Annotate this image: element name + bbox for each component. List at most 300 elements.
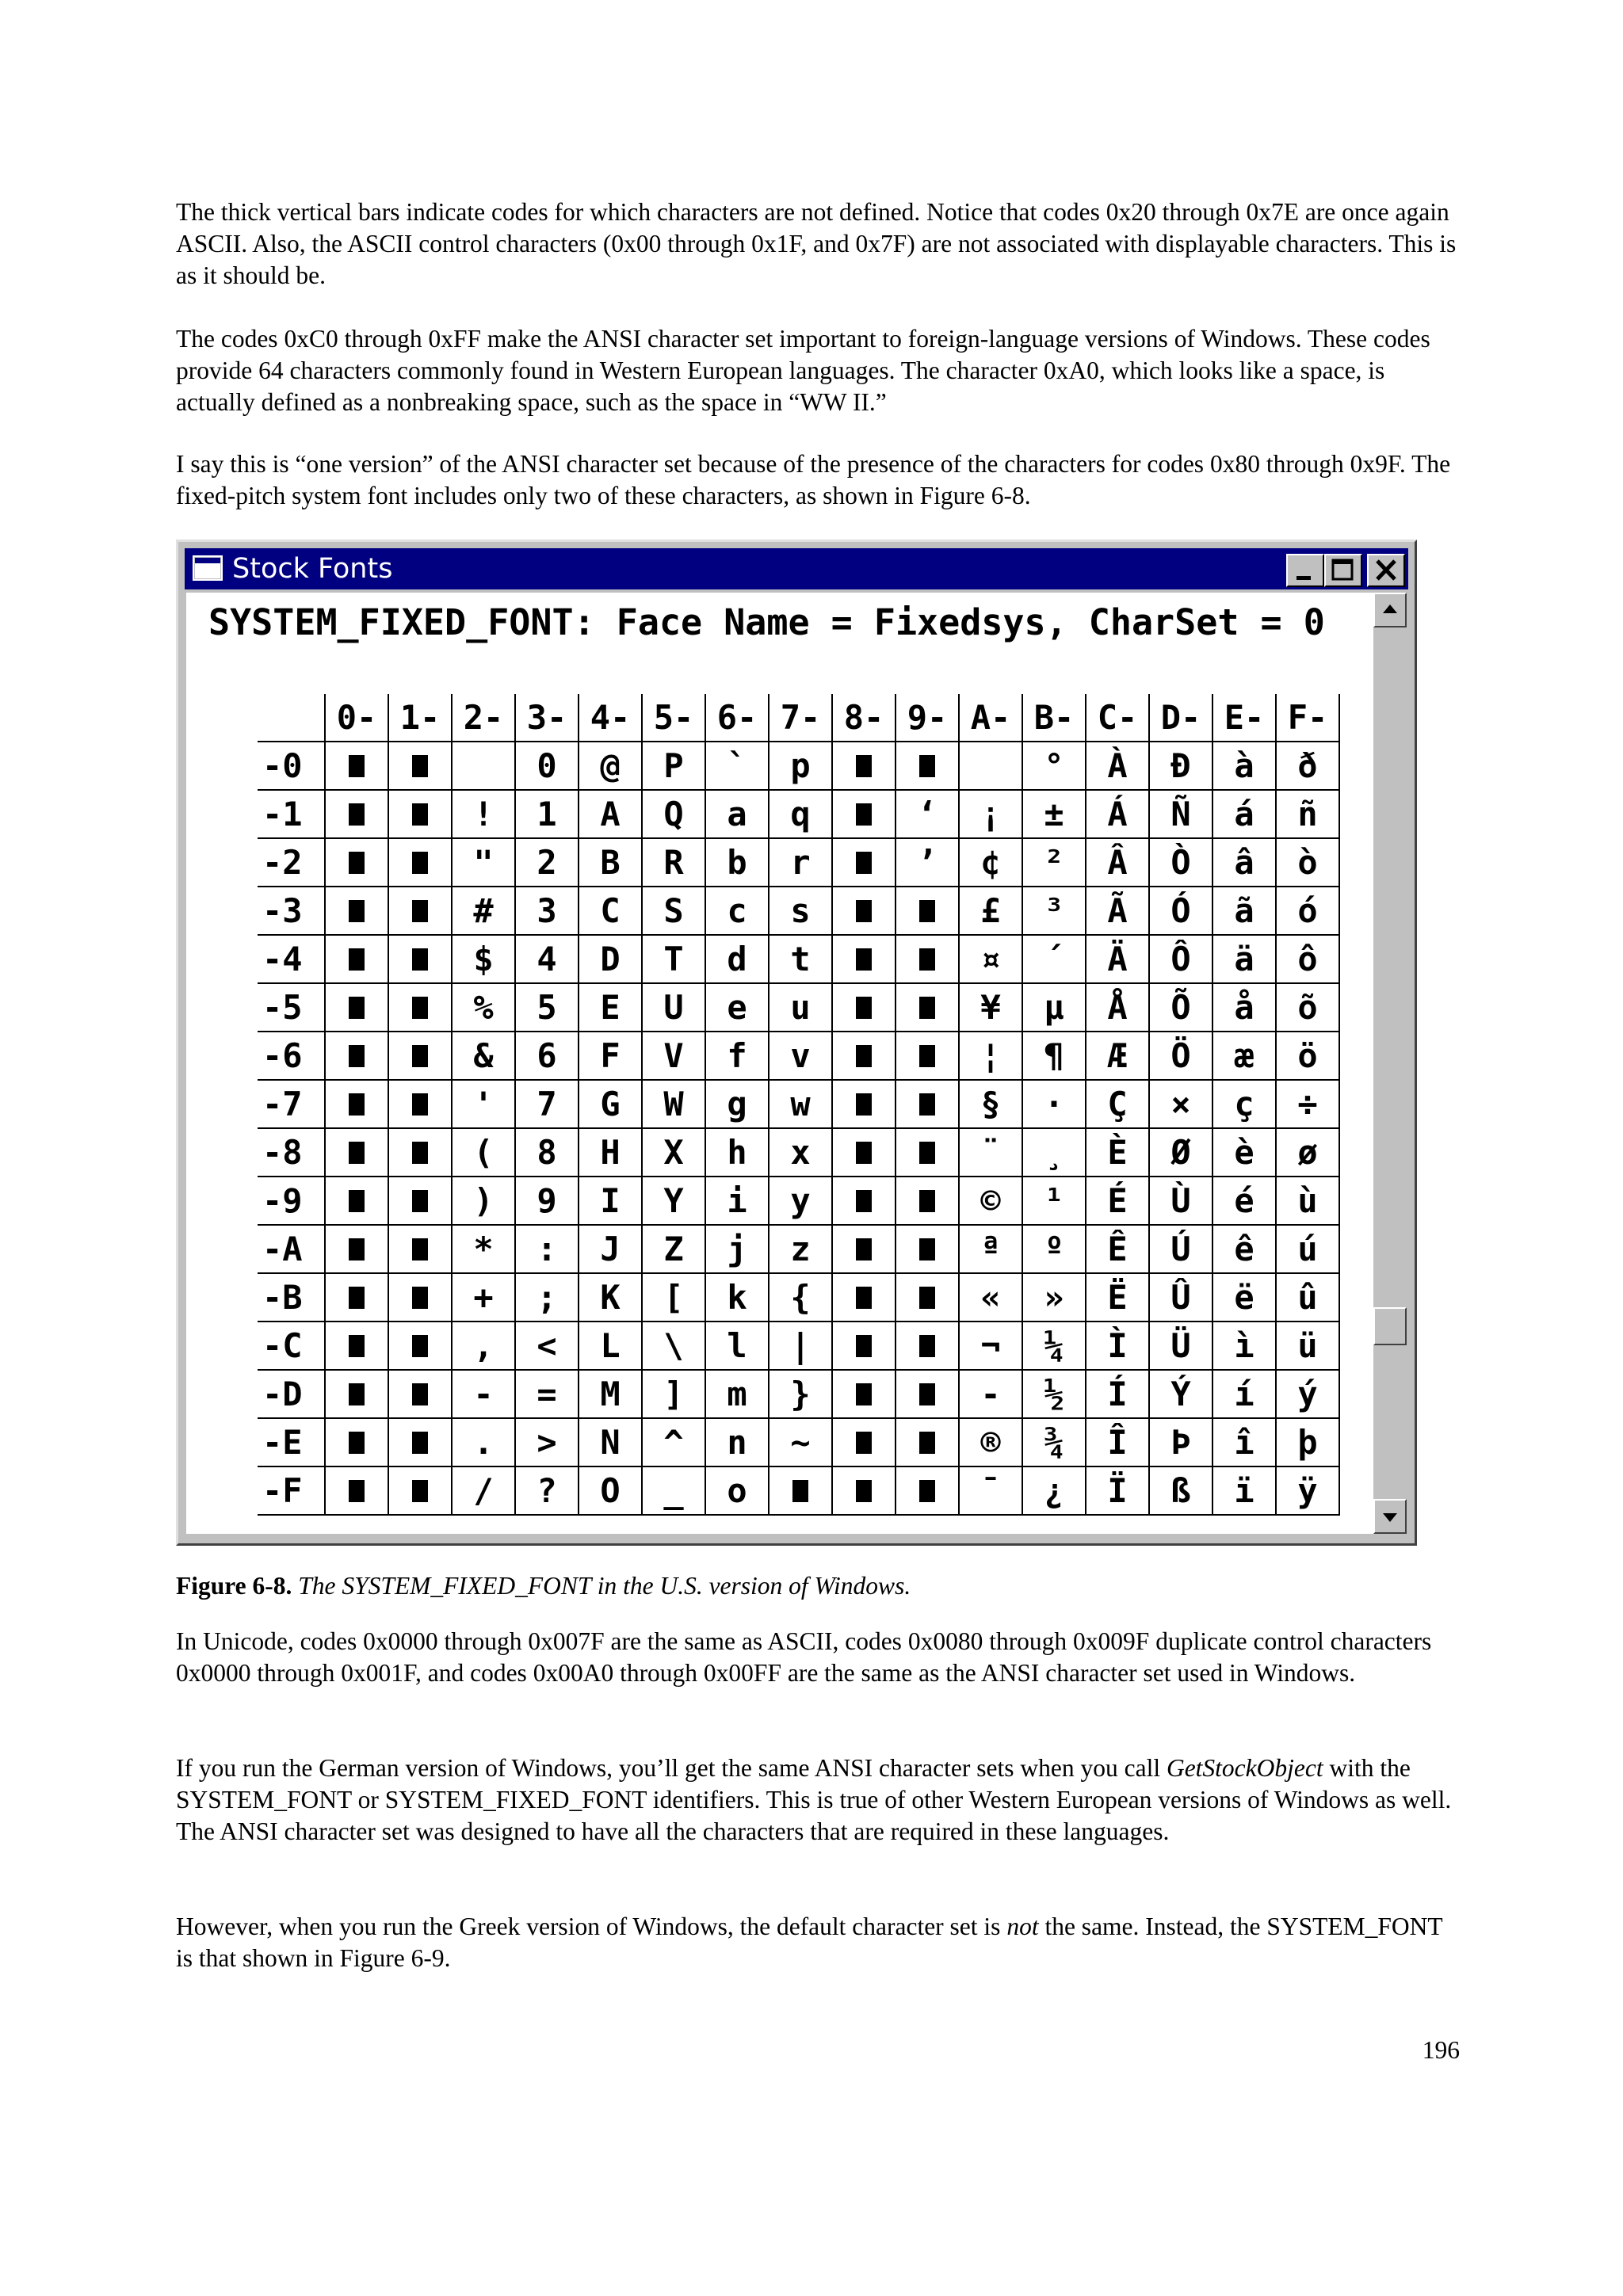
undefined-bar-icon xyxy=(412,1335,428,1357)
char-cell: â xyxy=(1212,838,1276,887)
undefined-bar-icon xyxy=(856,755,872,777)
char-cell: « xyxy=(959,1273,1022,1322)
close-icon xyxy=(1369,555,1403,585)
char-cell: ª xyxy=(959,1225,1022,1273)
undefined-bar-icon xyxy=(856,1287,872,1309)
char-cell: þ xyxy=(1276,1418,1339,1466)
table-row xyxy=(258,983,1339,1032)
char-cell: Ê xyxy=(1086,1225,1149,1273)
char-cell: ö xyxy=(1276,1032,1339,1080)
char-cell: 2 xyxy=(515,838,579,887)
char-cell: i xyxy=(705,1177,769,1225)
undefined-char-bar xyxy=(388,1370,452,1418)
stock-fonts-window xyxy=(176,540,1417,1546)
char-cell: . xyxy=(452,1418,515,1466)
char-cell: À xyxy=(1086,742,1149,790)
char-cell: ó xyxy=(1276,887,1339,935)
row-header: -C xyxy=(258,1322,325,1370)
char-cell: Á xyxy=(1086,790,1149,838)
undefined-char-bar xyxy=(388,983,452,1032)
undefined-char-bar xyxy=(325,742,388,790)
char-cell: Ï xyxy=(1086,1466,1149,1515)
paragraph-5-start: If you run the German version of Windows, you’ll get the same ANSI character sets when you call xyxy=(176,1754,1167,1782)
char-cell: ) xyxy=(452,1177,515,1225)
table-row xyxy=(258,1466,1339,1515)
char-cell: ° xyxy=(1022,742,1086,790)
undefined-bar-icon xyxy=(856,1190,872,1212)
char-cell: > xyxy=(515,1418,579,1466)
undefined-bar-icon xyxy=(919,1480,935,1502)
undefined-char-bar xyxy=(325,1418,388,1466)
scroll-thumb[interactable] xyxy=(1373,1307,1407,1345)
column-header: 8- xyxy=(832,694,896,742)
char-cell: Ô xyxy=(1149,935,1212,983)
row-header: -6 xyxy=(258,1032,325,1080)
undefined-bar-icon xyxy=(919,1142,935,1164)
undefined-bar-icon xyxy=(856,997,872,1019)
char-cell: \ xyxy=(642,1322,705,1370)
char-cell: ~ xyxy=(769,1418,832,1466)
undefined-char-bar xyxy=(388,1032,452,1080)
undefined-bar-icon xyxy=(412,900,428,922)
undefined-bar-icon xyxy=(856,1093,872,1116)
char-cell: j xyxy=(705,1225,769,1273)
char-cell: Ø xyxy=(1149,1128,1212,1177)
char-cell: Û xyxy=(1149,1273,1212,1322)
undefined-char-bar xyxy=(325,790,388,838)
char-cell: ô xyxy=(1276,935,1339,983)
undefined-bar-icon xyxy=(412,1190,428,1212)
undefined-bar-icon xyxy=(412,1093,428,1116)
row-header: -9 xyxy=(258,1177,325,1225)
table-row xyxy=(258,790,1339,838)
char-cell: 6 xyxy=(515,1032,579,1080)
char-cell: ß xyxy=(1149,1466,1212,1515)
undefined-char-bar xyxy=(832,1418,896,1466)
page-number: 196 xyxy=(1422,2036,1460,2064)
char-cell: ² xyxy=(1022,838,1086,887)
column-header: 3- xyxy=(515,694,579,742)
paragraph-1: The thick vertical bars indicate codes for which characters are not defined. Notice that codes 0x20 through 0x7E are once again ASCII. Also, the ASCII control characters (0x00 through 0x1F, and 0x7F) are not associated with displayable characters. This is as it should be. xyxy=(176,198,1457,289)
undefined-bar-icon xyxy=(856,1335,872,1357)
undefined-bar-icon xyxy=(856,1238,872,1261)
char-cell: × xyxy=(1149,1080,1212,1128)
char-cell: 4 xyxy=(515,935,579,983)
window-menu-icon[interactable] xyxy=(193,555,223,581)
char-cell: h xyxy=(705,1128,769,1177)
char-cell: O xyxy=(579,1466,642,1515)
char-cell: & xyxy=(452,1032,515,1080)
char-cell: é xyxy=(1212,1177,1276,1225)
row-header: -A xyxy=(258,1225,325,1273)
char-cell: ¡ xyxy=(959,790,1022,838)
char-cell: æ xyxy=(1212,1032,1276,1080)
undefined-char-bar xyxy=(832,1128,896,1177)
char-cell: Q xyxy=(642,790,705,838)
undefined-bar-icon xyxy=(349,1238,365,1261)
table-row xyxy=(258,838,1339,887)
char-cell: f xyxy=(705,1032,769,1080)
char-cell: º xyxy=(1022,1225,1086,1273)
undefined-bar-icon xyxy=(412,803,428,826)
undefined-char-bar xyxy=(896,983,959,1032)
undefined-bar-icon xyxy=(792,1480,808,1502)
character-table xyxy=(258,694,1340,1516)
undefined-char-bar xyxy=(832,1177,896,1225)
char-cell: b xyxy=(705,838,769,887)
table-row xyxy=(258,1080,1339,1128)
column-header: A- xyxy=(959,694,1022,742)
char-cell: 9 xyxy=(515,1177,579,1225)
undefined-char-bar xyxy=(325,887,388,935)
char-cell: M xyxy=(579,1370,642,1418)
char-cell: È xyxy=(1086,1128,1149,1177)
undefined-char-bar xyxy=(896,1128,959,1177)
undefined-char-bar xyxy=(325,1273,388,1322)
vertical-scrollbar[interactable] xyxy=(1373,593,1407,1534)
undefined-char-bar xyxy=(832,1225,896,1273)
client-area xyxy=(186,593,1373,1534)
emphasis-not: not xyxy=(1006,1913,1039,1940)
undefined-char-bar xyxy=(896,1466,959,1515)
char-cell: - xyxy=(959,1370,1022,1418)
undefined-bar-icon xyxy=(349,1432,365,1454)
char-cell: ñ xyxy=(1276,790,1339,838)
column-header: 2- xyxy=(452,694,515,742)
char-cell: » xyxy=(1022,1273,1086,1322)
undefined-char-bar xyxy=(832,887,896,935)
minimize-icon xyxy=(1288,555,1323,585)
row-header: -1 xyxy=(258,790,325,838)
char-cell: E xyxy=(579,983,642,1032)
char-cell: " xyxy=(452,838,515,887)
undefined-char-bar xyxy=(832,1080,896,1128)
char-cell: r xyxy=(769,838,832,887)
arrow-down-icon xyxy=(1375,1501,1405,1532)
table-row xyxy=(258,1370,1339,1418)
char-cell: F xyxy=(579,1032,642,1080)
paragraph-5-end: with the SYSTEM_FONT or SYSTEM_FIXED_FONT identifiers. This is true of other Western European versions of Windows as well. The ANSI character set was designed to have all the characters that are required in these languages. xyxy=(176,1754,1452,1845)
row-header: -F xyxy=(258,1466,325,1515)
char-cell: í xyxy=(1212,1370,1276,1418)
undefined-char-bar xyxy=(896,1225,959,1273)
undefined-bar-icon xyxy=(919,948,935,971)
row-header: -4 xyxy=(258,935,325,983)
undefined-char-bar xyxy=(896,1370,959,1418)
char-cell: û xyxy=(1276,1273,1339,1322)
char-cell: v xyxy=(769,1032,832,1080)
char-cell: è xyxy=(1212,1128,1276,1177)
undefined-bar-icon xyxy=(349,1045,365,1067)
undefined-bar-icon xyxy=(349,803,365,826)
undefined-bar-icon xyxy=(412,1045,428,1067)
char-cell: N xyxy=(579,1418,642,1466)
undefined-char-bar xyxy=(325,1370,388,1418)
arrow-up-icon xyxy=(1375,594,1405,626)
char-cell: - xyxy=(452,1370,515,1418)
paragraph-6-end: the same. Instead, the SYSTEM_FONT is that shown in Figure 6-9. xyxy=(176,1913,1443,1972)
char-cell: B xyxy=(579,838,642,887)
char-cell: Ü xyxy=(1149,1322,1212,1370)
char-cell: $ xyxy=(452,935,515,983)
char-cell xyxy=(452,742,515,790)
char-cell: U xyxy=(642,983,705,1032)
char-cell: H xyxy=(579,1128,642,1177)
char-cell: 5 xyxy=(515,983,579,1032)
undefined-bar-icon xyxy=(856,1480,872,1502)
char-cell: å xyxy=(1212,983,1276,1032)
char-cell: ð xyxy=(1276,742,1339,790)
undefined-char-bar xyxy=(832,1370,896,1418)
char-cell: Z xyxy=(642,1225,705,1273)
undefined-bar-icon xyxy=(919,1335,935,1357)
char-cell: ¯ xyxy=(959,1466,1022,1515)
paragraph-5 xyxy=(176,1753,1460,1848)
table-row xyxy=(258,1128,1339,1177)
undefined-bar-icon xyxy=(856,1432,872,1454)
char-cell: % xyxy=(452,983,515,1032)
char-cell: Í xyxy=(1086,1370,1149,1418)
undefined-char-bar xyxy=(388,1225,452,1273)
char-cell: Þ xyxy=(1149,1418,1212,1466)
char-cell: á xyxy=(1212,790,1276,838)
char-cell: z xyxy=(769,1225,832,1273)
undefined-char-bar xyxy=(388,1273,452,1322)
undefined-bar-icon xyxy=(349,1093,365,1116)
char-cell: t xyxy=(769,935,832,983)
char-cell: R xyxy=(642,838,705,887)
char-cell: ù xyxy=(1276,1177,1339,1225)
undefined-bar-icon xyxy=(412,755,428,777)
undefined-char-bar xyxy=(896,935,959,983)
row-header: -3 xyxy=(258,887,325,935)
column-header: 6- xyxy=(705,694,769,742)
char-cell: ú xyxy=(1276,1225,1339,1273)
undefined-bar-icon xyxy=(412,1432,428,1454)
undefined-char-bar xyxy=(325,1322,388,1370)
char-cell: C xyxy=(579,887,642,935)
char-cell: ì xyxy=(1212,1322,1276,1370)
char-cell: m xyxy=(705,1370,769,1418)
char-cell: + xyxy=(452,1273,515,1322)
undefined-char-bar xyxy=(896,742,959,790)
undefined-char-bar xyxy=(388,1080,452,1128)
column-header: D- xyxy=(1149,694,1212,742)
char-cell: ø xyxy=(1276,1128,1339,1177)
char-cell: * xyxy=(452,1225,515,1273)
paragraph-6 xyxy=(176,1911,1460,1974)
char-cell: ÷ xyxy=(1276,1080,1339,1128)
char-cell: ï xyxy=(1212,1466,1276,1515)
char-cell: Ë xyxy=(1086,1273,1149,1322)
char-cell: ± xyxy=(1022,790,1086,838)
undefined-bar-icon xyxy=(856,1045,872,1067)
row-header: -7 xyxy=(258,1080,325,1128)
undefined-char-bar xyxy=(769,1466,832,1515)
char-cell: d xyxy=(705,935,769,983)
char-cell: Y xyxy=(642,1177,705,1225)
char-cell: c xyxy=(705,887,769,935)
undefined-bar-icon xyxy=(349,755,365,777)
undefined-char-bar xyxy=(832,1322,896,1370)
undefined-char-bar xyxy=(832,1466,896,1515)
undefined-char-bar xyxy=(388,1466,452,1515)
char-cell: ½ xyxy=(1022,1370,1086,1418)
char-cell: ¶ xyxy=(1022,1032,1086,1080)
char-cell: ( xyxy=(452,1128,515,1177)
char-cell: ¼ xyxy=(1022,1322,1086,1370)
undefined-bar-icon xyxy=(919,1190,935,1212)
undefined-bar-icon xyxy=(856,1142,872,1164)
char-cell: Å xyxy=(1086,983,1149,1032)
column-header: 1- xyxy=(388,694,452,742)
undefined-bar-icon xyxy=(919,1238,935,1261)
minimize-button[interactable] xyxy=(1286,554,1324,587)
row-header: -5 xyxy=(258,983,325,1032)
char-cell: ¸ xyxy=(1022,1128,1086,1177)
char-cell: I xyxy=(579,1177,642,1225)
char-cell: Ù xyxy=(1149,1177,1212,1225)
paragraph-2: The codes 0xC0 through 0xFF make the ANSI character set important to foreign-language versions of Windows. These codes provide 64 characters commonly found in Western European languages. The character 0xA0, which looks like a space, is actually defined as a nonbreaking space, such as the space in “WW II.” xyxy=(176,325,1430,416)
close-button[interactable] xyxy=(1367,554,1405,587)
char-cell: ^ xyxy=(642,1418,705,1466)
char-cell: Ç xyxy=(1086,1080,1149,1128)
undefined-char-bar xyxy=(896,1322,959,1370)
char-cell: Õ xyxy=(1149,983,1212,1032)
char-cell: ® xyxy=(959,1418,1022,1466)
table-row xyxy=(258,935,1339,983)
undefined-bar-icon xyxy=(412,1287,428,1309)
char-cell: p xyxy=(769,742,832,790)
char-cell: A xyxy=(579,790,642,838)
undefined-bar-icon xyxy=(412,852,428,874)
undefined-char-bar xyxy=(896,887,959,935)
char-cell: Ú xyxy=(1149,1225,1212,1273)
table-row xyxy=(258,1273,1339,1322)
char-cell: ý xyxy=(1276,1370,1339,1418)
char-cell: · xyxy=(1022,1080,1086,1128)
char-cell: Î xyxy=(1086,1418,1149,1466)
undefined-char-bar xyxy=(896,1177,959,1225)
undefined-bar-icon xyxy=(412,997,428,1019)
column-header: E- xyxy=(1212,694,1276,742)
char-cell: 1 xyxy=(515,790,579,838)
table-row xyxy=(258,1032,1339,1080)
undefined-char-bar xyxy=(832,790,896,838)
char-cell: ´ xyxy=(1022,935,1086,983)
undefined-char-bar xyxy=(325,1177,388,1225)
undefined-char-bar xyxy=(832,742,896,790)
undefined-bar-icon xyxy=(919,755,935,777)
char-cell: Ó xyxy=(1149,887,1212,935)
undefined-char-bar xyxy=(388,1128,452,1177)
undefined-char-bar xyxy=(896,1273,959,1322)
maximize-button[interactable] xyxy=(1324,554,1362,587)
char-cell: ¤ xyxy=(959,935,1022,983)
undefined-bar-icon xyxy=(349,900,365,922)
char-cell: £ xyxy=(959,887,1022,935)
char-cell: Ð xyxy=(1149,742,1212,790)
undefined-bar-icon xyxy=(412,1238,428,1261)
char-cell: ÿ xyxy=(1276,1466,1339,1515)
char-cell: = xyxy=(515,1370,579,1418)
char-cell: 8 xyxy=(515,1128,579,1177)
char-cell: W xyxy=(642,1080,705,1128)
undefined-char-bar xyxy=(832,983,896,1032)
undefined-bar-icon xyxy=(349,1480,365,1502)
char-cell: o xyxy=(705,1466,769,1515)
undefined-bar-icon xyxy=(856,852,872,874)
char-cell: l xyxy=(705,1322,769,1370)
char-cell: Ö xyxy=(1149,1032,1212,1080)
char-cell: | xyxy=(769,1322,832,1370)
undefined-bar-icon xyxy=(856,1383,872,1405)
char-cell: e xyxy=(705,983,769,1032)
undefined-bar-icon xyxy=(919,1432,935,1454)
paragraph-4: In Unicode, codes 0x0000 through 0x007F are the same as ASCII, codes 0x0080 through 0x009F duplicate control characters 0x0000 through 0x001F, and codes 0x00A0 through 0x00FF are the same as the ANSI character set used in Windows. xyxy=(176,1627,1432,1687)
char-cell: ‘ xyxy=(896,790,959,838)
char-cell: P xyxy=(642,742,705,790)
char-cell: ¾ xyxy=(1022,1418,1086,1466)
row-header: -0 xyxy=(258,742,325,790)
char-cell: 7 xyxy=(515,1080,579,1128)
undefined-char-bar xyxy=(388,1418,452,1466)
undefined-char-bar xyxy=(325,1080,388,1128)
char-cell: Ã xyxy=(1086,887,1149,935)
char-cell: < xyxy=(515,1322,579,1370)
undefined-bar-icon xyxy=(919,1287,935,1309)
char-cell: ] xyxy=(642,1370,705,1418)
row-header: -E xyxy=(258,1418,325,1466)
char-cell: L xyxy=(579,1322,642,1370)
scroll-down-button[interactable] xyxy=(1373,1499,1407,1534)
char-cell: ¨ xyxy=(959,1128,1022,1177)
undefined-bar-icon xyxy=(412,948,428,971)
row-header: -D xyxy=(258,1370,325,1418)
char-cell: ¥ xyxy=(959,983,1022,1032)
undefined-bar-icon xyxy=(919,997,935,1019)
char-cell: ¢ xyxy=(959,838,1022,887)
undefined-char-bar xyxy=(325,1225,388,1273)
char-cell: ¹ xyxy=(1022,1177,1086,1225)
char-cell: à xyxy=(1212,742,1276,790)
undefined-char-bar xyxy=(832,1273,896,1322)
char-cell: µ xyxy=(1022,983,1086,1032)
undefined-bar-icon xyxy=(349,1190,365,1212)
column-header: 7- xyxy=(769,694,832,742)
undefined-bar-icon xyxy=(349,852,365,874)
undefined-char-bar xyxy=(388,742,452,790)
char-cell: J xyxy=(579,1225,642,1273)
char-cell: É xyxy=(1086,1177,1149,1225)
undefined-bar-icon xyxy=(349,1287,365,1309)
char-cell: 0 xyxy=(515,742,579,790)
scroll-up-button[interactable] xyxy=(1373,593,1407,627)
undefined-bar-icon xyxy=(919,1093,935,1116)
caption-text: The SYSTEM_FIXED_FONT in the U.S. version of Windows. xyxy=(292,1572,911,1600)
undefined-bar-icon xyxy=(919,1045,935,1067)
char-cell: X xyxy=(642,1128,705,1177)
title-bar[interactable] xyxy=(185,548,1408,589)
undefined-bar-icon xyxy=(856,948,872,971)
char-cell: ë xyxy=(1212,1273,1276,1322)
maximize-icon xyxy=(1326,555,1361,585)
window-title: Stock Fonts xyxy=(232,553,393,585)
undefined-char-bar xyxy=(896,1418,959,1466)
row-header: -2 xyxy=(258,838,325,887)
char-cell: Â xyxy=(1086,838,1149,887)
table-row xyxy=(258,1225,1339,1273)
